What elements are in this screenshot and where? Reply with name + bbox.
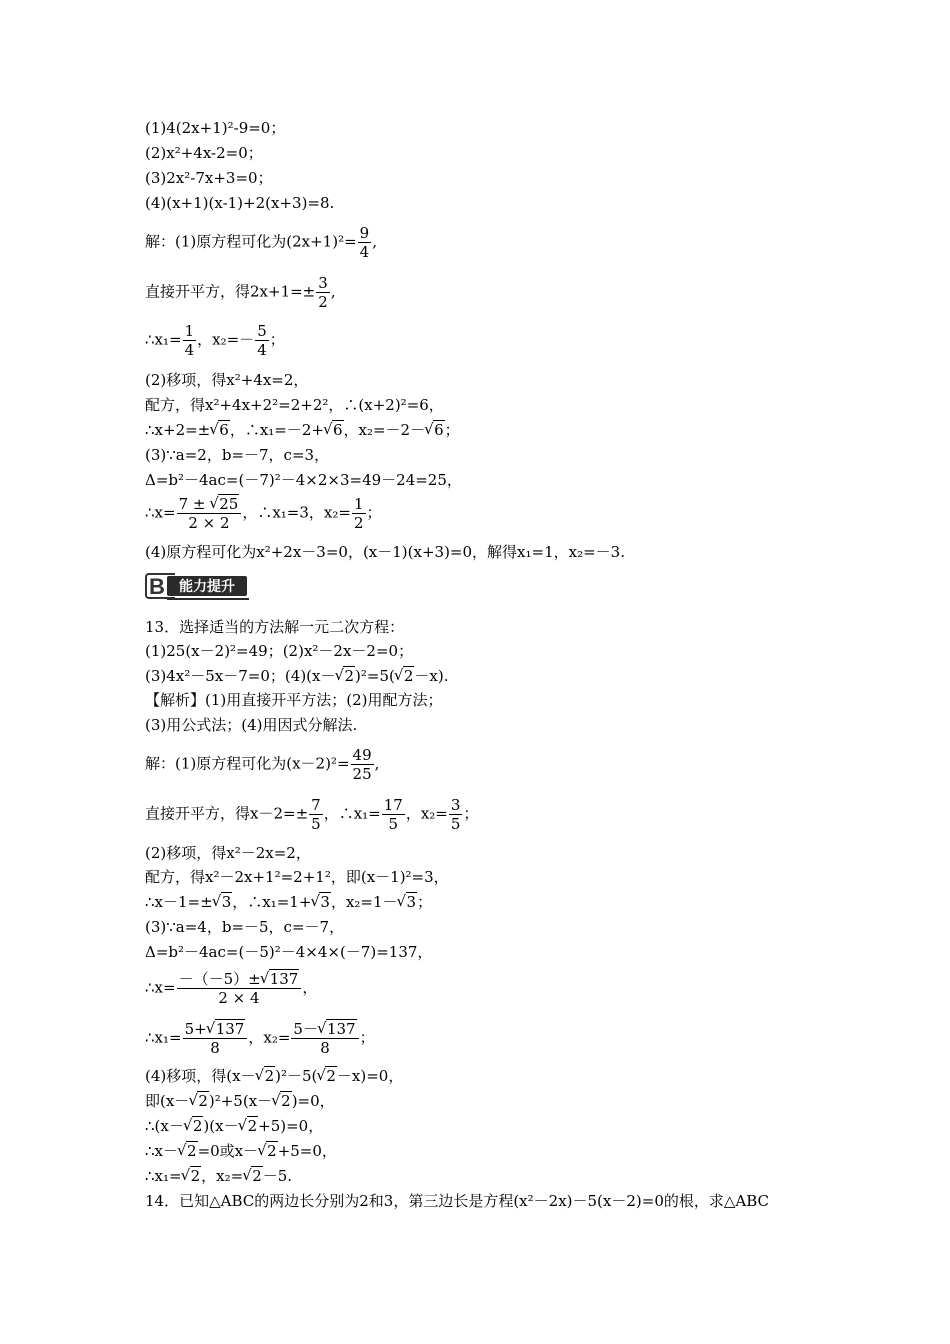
- solution-13-line: ∴x₁=√ 2，x₂=√ 2－5.: [145, 1166, 292, 1186]
- problem-13-line: (1)25(x－2)²=49；(2)x²－2x－2=0；: [145, 642, 414, 660]
- problem-line-3: (3)2x²-7x+3=0；: [145, 169, 273, 187]
- section-title: 能力提升: [167, 576, 247, 596]
- solution-13-line: ∴x₁= $\frac{5+√ 137}{8}$ ，x₂= $\frac{5-√ 137}{8}$ ；: [145, 1020, 375, 1057]
- solution-line: 配方，得x²+4x+2²=2+2²，∴(x+2)²=6，: [145, 396, 444, 414]
- solution-13-line: 即(x－√ 2)²+5(x－√ 2)=0，: [145, 1091, 335, 1111]
- problem-line-2: (2)x²+4x-2=0；: [145, 144, 263, 162]
- solution-13-line: ∴x－√ 2=0或x－√ 2+5=0，: [145, 1141, 337, 1161]
- problem-13-line: (3)4x²－5x－7=0；(4)(x－√ 2)²=5(√ 2－x).: [145, 666, 449, 686]
- solution-13-line: 解：(1)原方程可化为(x－2)²= $\frac{49}{25}$ ,: [145, 746, 380, 783]
- solution-line: (3)∵a=2，b=－7，c=3，: [145, 446, 330, 464]
- problem-line-1: (1)4(2x+1)²-9=0；: [145, 119, 286, 137]
- solution-13-line: 配方，得x²－2x+1²=2+1²，即(x－1)²=3，: [145, 868, 449, 886]
- solution-13-line: (2)移项，得x²－2x=2，: [145, 844, 311, 862]
- solution-13-line: ∴x－1=±√ 3，∴x₁=1+√ 3，x₂=1－√ 3；: [145, 892, 432, 912]
- analysis-line: 【解析】(1)用直接开平方法；(2)用配方法；: [145, 691, 443, 709]
- solution-13-line: ∴(x－√ 2)(x－√ 2+5)=0，: [145, 1116, 323, 1136]
- section-banner: [145, 573, 249, 599]
- solution-line: ∴x= $\frac{7 \pm √ 25}{2 \times 2}$ ，∴x₁=3，x₂= $\frac{1}{2}$ ；: [145, 495, 382, 532]
- solution-13-line: Δ=b²－4ac=(－5)²－4×4×(－7)=137，: [145, 943, 433, 961]
- solution-line: 解：(1)原方程可化为(2x+1)²= $\frac{9}{4}$ ,: [145, 224, 377, 261]
- solution-13-line: ∴x= $\frac{-(-5)\pm√ 137}{2 \times 4}$ ，: [145, 970, 317, 1007]
- problem-line-4: (4)(x+1)(x-1)+2(x+3)=8.: [145, 194, 335, 212]
- banner-underline: [167, 598, 249, 600]
- solution-13-line: (4)移项，得(x－√ 2)²－5(√ 2－x)=0，: [145, 1066, 403, 1086]
- banner-b-icon: B: [145, 573, 175, 599]
- solution-line: (2)移项，得x²+4x=2，: [145, 371, 309, 389]
- solution-line: Δ=b²－4ac=(－7)²－4×2×3=49－24=25，: [145, 471, 462, 489]
- solution-line: (4)原方程可化为x²+2x－3=0，(x－1)(x+3)=0，解得x₁=1，x₂=－3.: [145, 543, 625, 561]
- solution-13-line: 直接开平方，得x－2=± $\frac{7}{5}$ ，∴x₁= $\frac{17}{5}$ ，x₂= $\frac{3}{5}$ ；: [145, 796, 479, 833]
- problem-14-stem: 14．已知△ABC的两边长分别为2和3，第三边长是方程(x²－2x)－5(x－2)=0的根，求△ABC: [145, 1192, 770, 1210]
- solution-13-line: (3)∵a=4，b=－5，c=－7，: [145, 918, 345, 936]
- solution-line: 直接开平方，得2x+1=± $\frac{3}{2}$ ,: [145, 274, 336, 311]
- solution-line: ∴x+2=±√ 6，∴x₁=－2+√ 6，x₂=－2－√ 6；: [145, 420, 460, 440]
- solution-line: ∴x₁= $\frac{1}{4}$ ，x₂=－ $\frac{5}{4}$ ；: [145, 322, 285, 359]
- problem-13-stem: 13．选择适当的方法解一元二次方程：: [145, 618, 405, 636]
- analysis-line: (3)用公式法；(4)用因式分解法.: [145, 716, 358, 734]
